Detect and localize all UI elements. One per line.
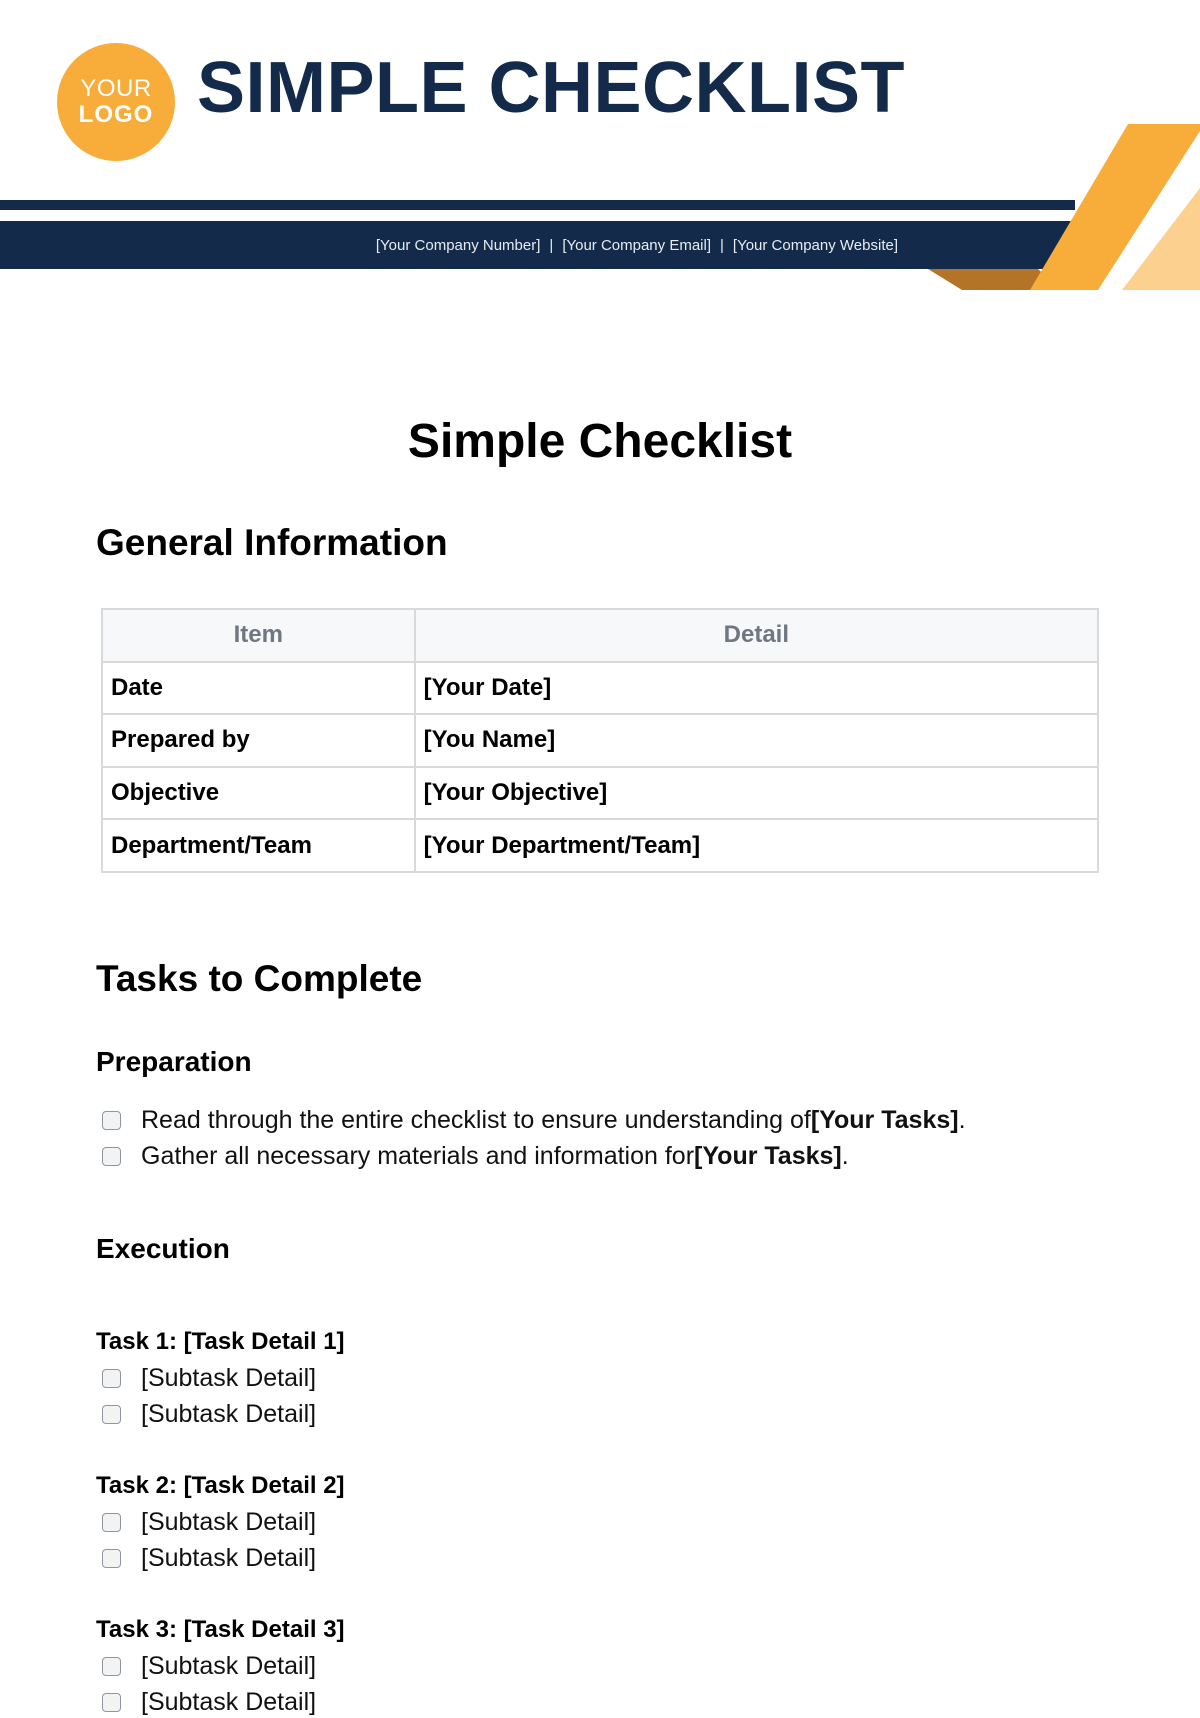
checklist-item-bold-text: [Your Tasks]	[810, 1105, 959, 1134]
table-cell-detail: [Your Date]	[415, 662, 1098, 715]
logo-line-2: LOGO	[78, 101, 154, 128]
table-cell-detail: [Your Department/Team]	[415, 819, 1098, 872]
execution-heading: Execution	[96, 1233, 230, 1264]
table-cell-item: Objective	[102, 767, 415, 820]
table-cell-detail: [You Name]	[415, 714, 1098, 767]
tasks-heading: Tasks to Complete	[96, 958, 423, 999]
company-number: [Your Company Number]	[375, 236, 541, 254]
document-title: Simple Checklist	[407, 415, 793, 468]
company-contact-bar	[0, 221, 1080, 269]
task-title: Task 2: [Task Detail 2]	[96, 1472, 345, 1499]
table-cell-item: Department/Team	[102, 819, 415, 872]
contact-separator: |	[549, 236, 554, 254]
column-header-detail: Detail	[415, 609, 1098, 662]
table-row	[102, 714, 1098, 767]
table-row	[102, 767, 1098, 820]
brand-title: SIMPLE CHECKLIST	[197, 48, 906, 128]
checkbox[interactable]	[102, 1369, 121, 1388]
preparation-heading: Preparation	[96, 1046, 252, 1077]
task-title: Task 3: [Task Detail 3]	[96, 1616, 345, 1643]
subtask-item[interactable]	[102, 1650, 316, 1682]
checklist-item[interactable]	[102, 1140, 849, 1172]
checklist-item-punctuation: .	[841, 1141, 849, 1170]
table-cell-item: Date	[102, 662, 415, 715]
header-divider-bar	[0, 200, 1075, 210]
logo-line-1: YOUR	[80, 75, 152, 102]
checklist-item-punctuation: .	[958, 1105, 966, 1134]
subtask-item[interactable]	[102, 1362, 316, 1394]
company-logo	[57, 43, 175, 161]
column-header-item: Item	[102, 609, 415, 662]
subtask-item[interactable]	[102, 1506, 316, 1538]
subtask-text: [Subtask Detail]	[141, 1399, 317, 1428]
table-row	[102, 819, 1098, 872]
subtask-text: [Subtask Detail]	[141, 1363, 317, 1392]
checkbox[interactable]	[102, 1657, 121, 1676]
table-header-row	[102, 609, 1098, 662]
subtask-item[interactable]	[102, 1398, 316, 1430]
company-email: [Your Company Email]	[562, 236, 711, 254]
checkbox[interactable]	[102, 1111, 121, 1130]
company-website: [Your Company Website]	[732, 236, 898, 254]
subtask-text: [Subtask Detail]	[141, 1507, 317, 1536]
table-cell-item: Prepared by	[102, 714, 415, 767]
subtask-text: [Subtask Detail]	[141, 1651, 317, 1680]
task-title: Task 1: [Task Detail 1]	[96, 1328, 345, 1355]
checklist-item-bold-text: [Your Tasks]	[694, 1141, 842, 1170]
checkbox[interactable]	[102, 1693, 121, 1712]
checklist-item-text: Read through the entire checklist to ensure understanding of	[141, 1105, 811, 1134]
contact-separator: |	[720, 236, 724, 254]
light-orange-stripe	[1122, 188, 1200, 290]
table-cell-detail: [Your Objective]	[415, 767, 1098, 820]
general-information-table	[101, 608, 1099, 873]
checklist-item-text: Gather all necessary materials and information for	[141, 1141, 695, 1170]
checkbox[interactable]	[102, 1549, 121, 1568]
checkbox[interactable]	[102, 1147, 121, 1166]
subtask-text: [Subtask Detail]	[141, 1687, 317, 1716]
table-row	[102, 662, 1098, 715]
subtask-item[interactable]	[102, 1542, 316, 1574]
shadow-stripe	[928, 269, 1060, 290]
subtask-item[interactable]	[102, 1686, 316, 1718]
checklist-item[interactable]	[102, 1104, 966, 1136]
subtask-text: [Subtask Detail]	[141, 1543, 317, 1572]
checkbox[interactable]	[102, 1513, 121, 1532]
general-information-heading: General Information	[96, 522, 448, 563]
checkbox[interactable]	[102, 1405, 121, 1424]
